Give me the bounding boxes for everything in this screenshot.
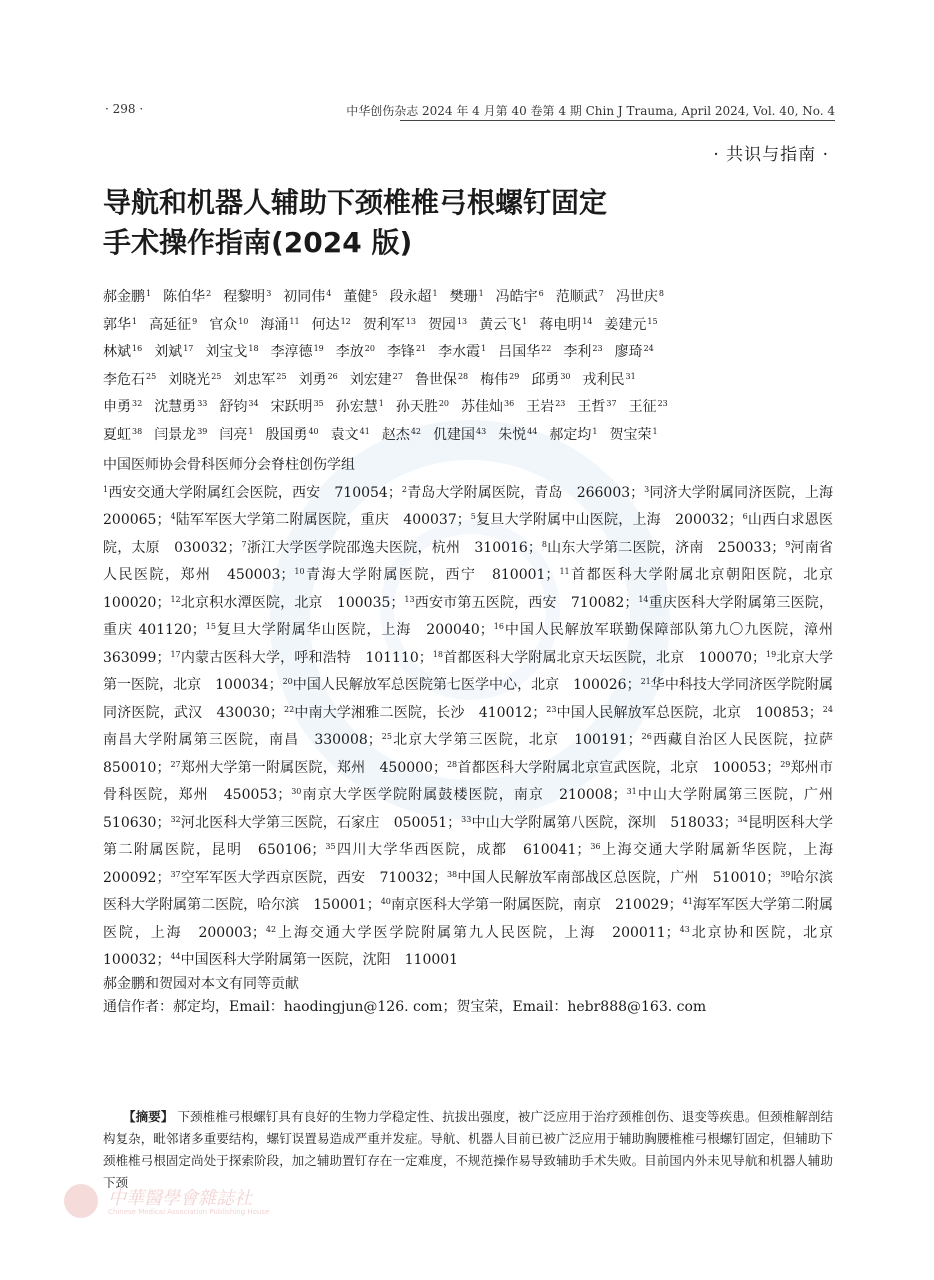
author-name: 邱勇$^{30}$ <box>531 371 571 388</box>
author-name: 樊珊$^1$ <box>449 289 484 305</box>
author-name: 闫亮$^1$ <box>219 426 254 443</box>
author-affiliation-number: 17 <box>183 344 194 353</box>
affiliation-item: $^{16}$中国人民解放军联勤保障部队第九〇九医院，漳州 363099； <box>103 622 847 666</box>
affiliation-item: $^{43}$北京协和医院，北京 100032； <box>103 924 847 968</box>
author-name: 梅伟$^{29}$ <box>480 371 520 388</box>
author-name: 王征$^{23}$ <box>628 399 668 415</box>
author-name: 海涌$^{11}$ <box>260 316 300 333</box>
affiliation-item: $^2$青岛大学附属医院，青岛 266003； <box>401 484 645 501</box>
abstract <box>103 1106 833 1194</box>
affiliation-item: $^8$山东大学第二医院，济南 250033； <box>541 539 786 556</box>
author-affiliation-number: 3 <box>266 289 272 298</box>
author-name: 王岩$^{23}$ <box>526 399 566 415</box>
affiliation-item: $^{26}$西藏自治区人民医院，拉萨 850010； <box>103 732 847 776</box>
page-number: · 298 · <box>105 102 144 116</box>
author-affiliation-number: 29 <box>509 371 520 381</box>
author-affiliation-number: 18 <box>248 344 259 353</box>
author-name: 林斌$^{16}$ <box>103 344 143 360</box>
front-matter <box>103 454 848 1020</box>
affiliation-item: $^{19}$北京大学第一医院，北京 100034； <box>103 649 833 693</box>
affiliation-item: $^{20}$中国人民解放军总医院第七医学中心，北京 100026； <box>282 677 641 693</box>
author-name: 刘忠军$^{25}$ <box>233 371 287 388</box>
author-name: 孙天胜$^{20}$ <box>395 399 450 415</box>
author-name: 冯皓宇$^6$ <box>495 289 544 305</box>
author-name: 郭华$^1$ <box>103 316 138 333</box>
author-name: 郝金鹏$^1$ <box>103 289 152 305</box>
author-affiliation-number: 13 <box>405 316 416 326</box>
affiliation-item: $^{12}$北京积水潭医院，北京 100035； <box>170 594 405 611</box>
affiliation-item: $^{17}$内蒙古医科大学，呼和浩特 101110； <box>170 649 433 666</box>
author-affiliation-number: 37 <box>606 399 617 408</box>
author-affiliation-number: 30 <box>560 371 571 381</box>
affiliation-item: $^7$浙江大学医学院邵逸夫医院，杭州 310016； <box>241 539 542 556</box>
author-affiliation-number: 40 <box>308 426 319 436</box>
author-affiliation-number: 16 <box>132 344 143 353</box>
affiliation-item: $^{41}$海军军医大学第二附属医院，上海 200003； <box>103 897 833 941</box>
affiliation-item: $^6$山西白求恩医院，太原 030032； <box>103 512 833 556</box>
author-name: 刘勇$^{26}$ <box>298 371 338 388</box>
author-affiliation-number: 23 <box>555 399 566 408</box>
affiliation-item: $^3$同济大学附属同济医院，上海 200065； <box>103 484 847 528</box>
affiliation-item: $^{27}$郑州大学第一附属医院，郑州 450000； <box>170 759 447 776</box>
author-affiliation-number: 25 <box>211 371 222 381</box>
author-name: 贺宝荣$^1$ <box>609 426 658 443</box>
author-affiliation-number: 44 <box>527 426 538 436</box>
affiliation-item: $^{29}$郑州市骨科医院，郑州 450053； <box>103 759 833 803</box>
author-affiliation-number: 14 <box>582 316 593 326</box>
author-name: 李锋$^{21}$ <box>386 344 427 360</box>
author-name: 鲁世保$^{28}$ <box>414 371 469 388</box>
author-affiliation-number: 2 <box>206 289 212 298</box>
author-affiliation-number: 1 <box>652 426 658 436</box>
affiliation-item: $^{38}$中国人民解放军南部战区总医院，广州 510010； <box>446 869 781 886</box>
author-name: 李利$^{23}$ <box>563 344 603 360</box>
author-name: 宋跃明$^{35}$ <box>270 399 324 415</box>
header-rule <box>400 120 835 121</box>
author-name: 刘宝戈$^{18}$ <box>205 344 259 360</box>
correspondence-line: 通信作者：郝定均，Email：haodingjun@126. com；贺宝荣，Email：hebr888@163. com <box>103 999 707 1015</box>
author-affiliation-number: 43 <box>476 426 487 436</box>
author-affiliation-number: 41 <box>359 426 370 436</box>
author-affiliation-number: 1 <box>248 426 254 436</box>
author-affiliation-number: 1 <box>592 426 598 436</box>
affiliation-item: $^1$西安交通大学附属红会医院，西安 710054； <box>103 484 402 501</box>
author-affiliation-number: 10 <box>238 316 249 326</box>
section-label: · 共识与指南 · <box>713 145 829 165</box>
author-affiliation-number: 27 <box>392 371 403 381</box>
author-affiliation-number: 32 <box>132 399 143 408</box>
affiliation-item: $^{33}$中山大学附属第八医院，深圳 518033； <box>461 814 738 831</box>
author-affiliation-number: 12 <box>340 316 351 326</box>
author-affiliation-number: 4 <box>326 289 332 298</box>
author-affiliation-number: 6 <box>538 289 544 298</box>
author-name: 刘宏建$^{27}$ <box>349 371 403 388</box>
title-line-2: 手术操作指南(2024 版) <box>103 226 413 259</box>
author-affiliation-number: 31 <box>625 371 636 381</box>
author-name: 廖琦$^{24}$ <box>614 344 654 360</box>
author-name: 沈慧勇$^{33}$ <box>154 399 208 415</box>
journal-running-head: 中华创伤杂志 2024 年 4 月第 40 卷第 4 期 Chin J Trauma, April 2024, Vol. 40, No. 4 <box>346 104 835 118</box>
author-name: 刘晓光$^{25}$ <box>168 371 222 388</box>
author-affiliation-number: 35 <box>313 399 324 408</box>
author-name: 姜建元$^{15}$ <box>604 316 658 333</box>
affiliation-item: $^{28}$首都医科大学附属北京宣武医院，北京 100053； <box>446 759 781 776</box>
author-name: 程黎明$^3$ <box>223 289 272 305</box>
affiliation-item: $^4$陆军军医大学第二附属医院，重庆 400037； <box>170 512 471 528</box>
affiliation-item: $^5$复旦大学附属中山医院，上海 200032； <box>470 512 743 528</box>
author-name: 王哲$^{37}$ <box>577 399 617 415</box>
author-affiliation-number: 11 <box>289 316 300 326</box>
author-name: 李危石$^{25}$ <box>103 371 157 388</box>
affiliation-item: $^{15}$复旦大学附属华山医院，上海 200040； <box>205 622 494 638</box>
affiliation-item: $^{44}$中国医科大学附属第一医院，沈阳 110001 <box>170 952 459 968</box>
affiliation-item: $^{14}$重庆医科大学附属第三医院，重庆 401120； <box>103 594 834 638</box>
author-name: 陈伯华$^2$ <box>163 289 212 305</box>
author-affiliation-number: 23 <box>592 344 603 353</box>
author-name: 申勇$^{32}$ <box>103 399 143 415</box>
publisher-name: 中華醫學會雜誌社 <box>108 1188 252 1209</box>
author-affiliation-number: 13 <box>456 316 468 326</box>
author-affiliation-number: 26 <box>327 371 338 381</box>
author-name: 郝定均$^1$ <box>549 426 598 443</box>
affiliation-item: $^{34}$昆明医科大学第二附属医院，昆明 650106； <box>103 814 833 858</box>
affiliation-item: $^{30}$南京大学医学院附属鼓楼医院，南京 210008； <box>291 787 627 803</box>
author-name: 夏虹$^{38}$ <box>103 426 143 443</box>
author-name: 初同伟$^4$ <box>283 289 332 305</box>
affiliation-item: $^{40}$南京医科大学第一附属医院，南京 210029； <box>380 897 683 913</box>
author-affiliation-number: 21 <box>415 344 427 353</box>
author-affiliation-number: 34 <box>248 399 259 408</box>
affiliation-item: $^{18}$首都医科大学附属北京天坛医院，北京 100070； <box>432 649 767 666</box>
affiliation-item: $^{32}$河北医科大学第三医院，石家庄 050051； <box>170 814 462 831</box>
author-name: 殷国勇$^{40}$ <box>265 426 319 443</box>
affiliation-item: $^{10}$青海大学附属医院，西宁 810001； <box>294 567 560 583</box>
publisher-logo-icon <box>64 1184 98 1218</box>
author-affiliation-number: 9 <box>192 316 198 326</box>
author-name: 闫景龙$^{39}$ <box>154 426 208 443</box>
author-name: 赵杰$^{42}$ <box>381 426 422 443</box>
author-affiliation-number: 19 <box>313 344 324 353</box>
author-affiliation-number: 38 <box>132 426 143 436</box>
affiliation-item: $^{31}$中山大学附属第三医院，广州 510630； <box>103 787 848 831</box>
author-affiliation-number: 1 <box>132 316 138 326</box>
affiliation-item: $^{23}$中国人民解放军总医院，北京 100853； <box>546 704 823 721</box>
author-affiliation-number: 42 <box>410 426 422 436</box>
author-affiliation-number: 1 <box>432 289 438 298</box>
author-name: 范顺武$^7$ <box>555 289 604 305</box>
author-name: 冯世庆$^8$ <box>615 289 664 305</box>
author-affiliation-number: 1 <box>522 316 528 326</box>
author-name: 高延征$^9$ <box>149 316 198 333</box>
author-name: 段永超$^1$ <box>389 289 438 305</box>
author-name: 李放$^{20}$ <box>335 344 375 360</box>
author-affiliation-number: 8 <box>658 289 664 298</box>
author-affiliation-number: 24 <box>643 344 654 353</box>
author-affiliation-number: 20 <box>438 399 450 408</box>
author-name: 何达$^{12}$ <box>311 316 351 333</box>
author-name: 贺园$^{13}$ <box>427 316 468 333</box>
author-name: 袁文$^{41}$ <box>330 426 370 443</box>
affiliation-item: $^{42}$上海交通大学医学院附属第九人民医院，上海 200011； <box>265 924 680 941</box>
abstract-text: 下颈椎椎弓根螺钉具有良好的生物力学稳定性、抗拔出强度，被广泛应用于治疗颈椎创伤、退变等疾患。但颈椎解剖结构复杂，毗邻诸多重要结构，螺钉误置易造成严重并发症。导航、机器人目前已被广泛应用于辅助胸腰椎椎弓根螺钉固定，但辅助下颈椎椎弓根固定尚处于探索阶段，加之辅助置钉存在一定难度，不规范操作易导致辅助手术失败。目前国内外未见导航和机器人辅助下颈 <box>103 1109 833 1190</box>
author-affiliation-number: 33 <box>197 399 208 408</box>
author-affiliation-number: 1 <box>478 289 484 298</box>
affiliation-item: $^{37}$空军军医大学西京医院，西安 710032； <box>170 869 447 886</box>
author-name: 朱悦$^{44}$ <box>498 426 538 443</box>
author-list <box>103 282 683 447</box>
affiliation-item: $^{21}$华中科技大学同济医学院附属同济医院，武汉 430030； <box>103 677 834 721</box>
abstract-label: 【摘要】 <box>123 1109 174 1124</box>
author-name: 舒钧$^{34}$ <box>219 399 259 415</box>
author-affiliation-number: 25 <box>146 371 157 381</box>
affiliation-item: $^{11}$首都医科大学附属北京朝阳医院，北京 100020； <box>103 567 847 611</box>
author-affiliation-number: 36 <box>504 399 515 408</box>
author-name: 官众$^{10}$ <box>209 316 249 333</box>
author-name: 贺利军$^{13}$ <box>362 316 416 333</box>
affiliation-item: $^{24}$南昌大学附属第三医院，南昌 330008； <box>103 704 833 748</box>
author-name: 孙宏慧$^1$ <box>335 399 384 415</box>
equal-contribution-note: 郝金鹏和贺园对本文有同等贡献 <box>103 975 299 992</box>
author-name: 李水霞$^1$ <box>438 344 487 360</box>
article-title <box>103 183 803 263</box>
author-name: 黄云飞$^1$ <box>479 316 528 333</box>
author-name: 苏佳灿$^{36}$ <box>461 399 515 415</box>
affiliation-item: $^{39}$哈尔滨医科大学附属第二医院，哈尔滨 150001； <box>103 869 833 913</box>
publisher-subtitle: Chinese Medical Association Publishing House <box>108 1208 270 1216</box>
author-affiliation-number: 1 <box>481 344 487 353</box>
author-name: 李淳德$^{19}$ <box>270 344 324 360</box>
author-affiliation-number: 7 <box>598 289 604 298</box>
author-affiliation-number: 39 <box>197 426 208 436</box>
author-name: 刘斌$^{17}$ <box>154 344 194 360</box>
author-group: 中国医师协会骨科医师分会脊柱创伤学组 <box>103 457 355 473</box>
author-affiliation-number: 1 <box>146 289 152 298</box>
affiliation-item: $^9$河南省人民医院，郑州 450003； <box>103 539 833 583</box>
author-affiliation-number: 23 <box>657 399 668 408</box>
author-name: 仉建国$^{43}$ <box>433 426 487 443</box>
affiliation-item: $^{35}$四川大学华西医院，成都 610041； <box>325 842 591 858</box>
affiliation-item: $^{13}$西安市第五医院，西安 710082； <box>404 594 639 611</box>
affiliation-item: $^{22}$中南大学湘雅二医院，长沙 410012； <box>283 704 547 721</box>
author-affiliation-number: 22 <box>541 344 552 353</box>
author-name: 戎利民$^{31}$ <box>582 371 636 388</box>
author-name: 董健$^5$ <box>343 289 378 305</box>
affiliation-list <box>103 478 848 973</box>
author-affiliation-number: 1 <box>378 399 384 408</box>
author-affiliation-number: 25 <box>276 371 287 381</box>
author-name: 吕国华$^{22}$ <box>498 344 552 360</box>
affiliation-item: $^{25}$北京大学第三医院，北京 100191； <box>381 732 642 748</box>
author-affiliation-number: 5 <box>372 289 378 298</box>
author-affiliation-number: 15 <box>647 316 658 326</box>
affiliation-item: $^{36}$上海交通大学附属新华医院，上海 200092； <box>103 842 847 886</box>
author-affiliation-number: 20 <box>364 344 375 353</box>
author-name: 蒋电明$^{14}$ <box>539 316 593 333</box>
author-affiliation-number: 28 <box>457 371 469 381</box>
title-line-1: 导航和机器人辅助下颈椎椎弓根螺钉固定 <box>103 186 608 219</box>
